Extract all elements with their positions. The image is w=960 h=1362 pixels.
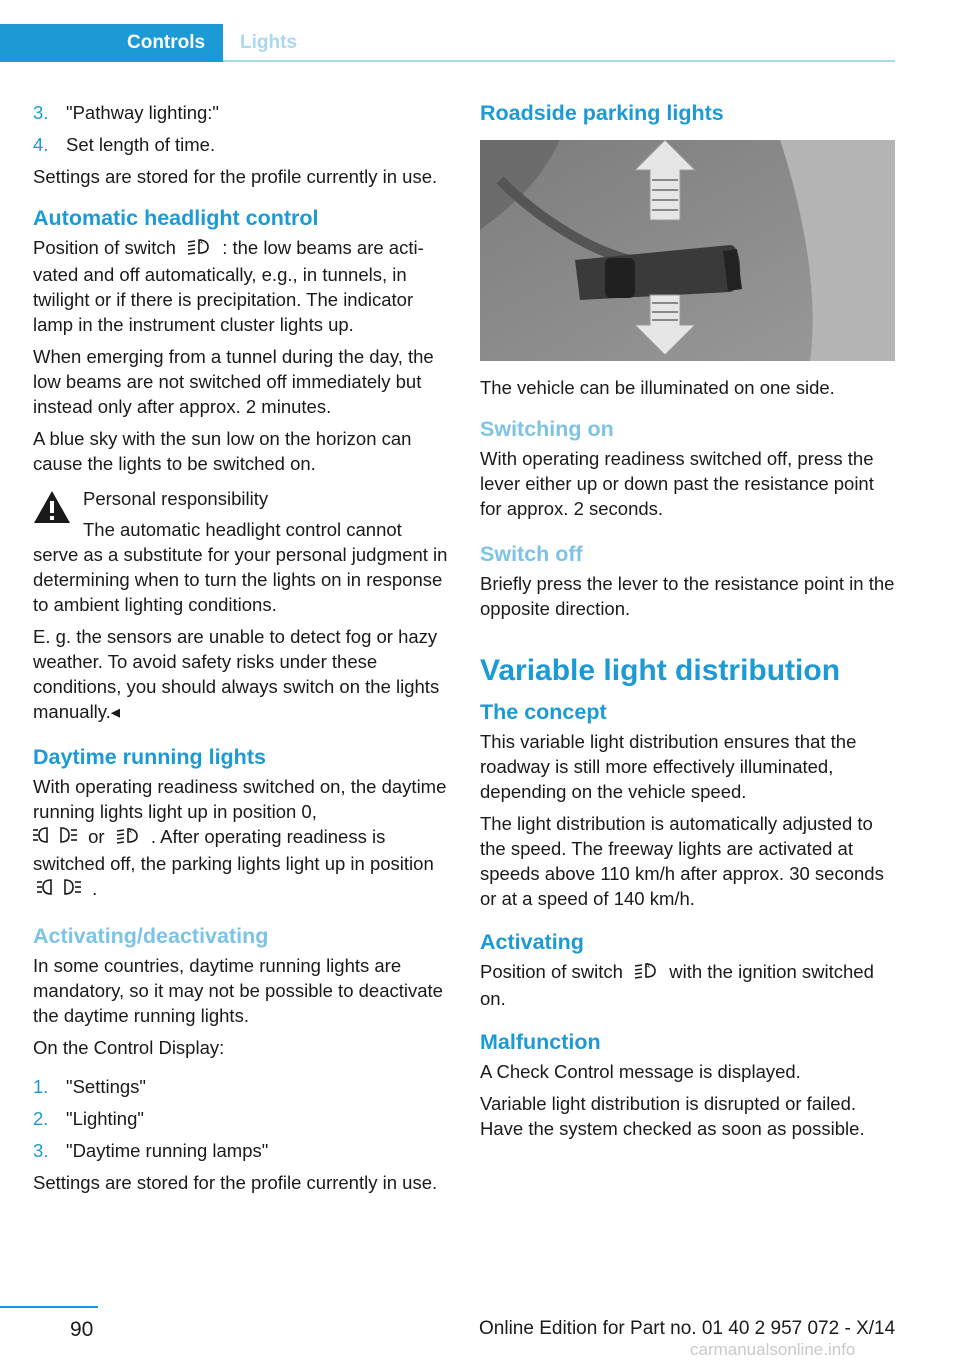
- heading-activating: Activating: [480, 930, 584, 954]
- warning-title: Personal responsibility: [83, 488, 269, 510]
- illuminate-paragraph: The vehicle can be illuminated on one side.: [480, 377, 835, 398]
- svg-text:A: A: [198, 239, 203, 247]
- list-item: [33, 100, 449, 125]
- heading-concept: The concept: [480, 700, 607, 724]
- auto-headlight-paragraph: Position of switch A : the low beams are activated and off automatically, e.g., in tunnels, in twilight or if there is precipitation. The indicator lamp in the instrument cluster lights up.: [33, 237, 424, 336]
- settings-paragraph: Settings are stored for the profile currently in use.: [33, 166, 438, 187]
- auto-headlight-icon: [632, 960, 660, 986]
- parking-light-icon: [37, 877, 83, 903]
- list-item: [33, 1138, 449, 1163]
- tunnel-paragraph: When emerging from a tunnel during the day, the low beams are not switched off immediately but instead only after approx. 2 minutes.: [33, 346, 434, 418]
- svg-text:A: A: [645, 963, 650, 971]
- concept-paragraph: This variable light distribution ensures that the roadway is still more effectively illuminated, depending on the vehicle speed.: [480, 731, 857, 802]
- list-text: "Settings": [66, 1076, 146, 1098]
- settings-paragraph: Settings are stored for the profile currently in use.: [33, 1172, 438, 1194]
- page-number: 90: [70, 1318, 94, 1341]
- list-item: [33, 1106, 449, 1131]
- auto-headlight-icon: [185, 236, 213, 262]
- switch-off-paragraph: Briefly press the lever to the resistance point in the opposite direction.: [480, 573, 895, 619]
- countries-paragraph: In some countries, daytime running lights are mandatory, so it may not be possible to deactivate the daytime running lights.: [33, 955, 443, 1027]
- heading-roadside-parking: Roadside parking lights: [480, 101, 724, 125]
- warning-body: serve as a substitute for your personal judgment in determining when to turn the lights on in response to ambient lighting conditions.: [33, 544, 448, 616]
- control-display-paragraph: On the Control Display:: [33, 1037, 225, 1059]
- parking-light-icon: [33, 825, 79, 851]
- warning-block: [33, 486, 449, 617]
- list-number: 3.: [33, 102, 49, 123]
- list-text: "Daytime running lamps": [66, 1140, 269, 1162]
- list-text: "Pathway lighting:": [66, 102, 219, 123]
- list-item: [33, 132, 449, 157]
- list-number: 4.: [33, 134, 49, 155]
- header-divider: [223, 60, 895, 62]
- daytime-paragraph: With operating readiness switched on, the daytime running lights light up in position 0, or A . After operating readiness is switched off, the parking lights light up in position .: [33, 774, 449, 903]
- heading-malfunction: Malfunction: [480, 1030, 601, 1055]
- speed-paragraph: The light distribution is automatically adjusted to the speed. The freeway lights are activated at speeds above 110 km/h after approx. 30 seconds or at a speed of 140 km/h.: [480, 813, 884, 909]
- list-number: 2.: [33, 1108, 49, 1130]
- heading-variable-light: Variable light distribution: [480, 654, 841, 687]
- list-text: Set length of time.: [66, 134, 216, 155]
- fog-paragraph: E. g. the sensors are unable to detect fog or hazy weather. To avoid safety risks under these conditions, you should always switch on the lights manually.◂: [33, 626, 440, 723]
- malfunction-paragraph-2: Variable light distribution is disrupted or failed. Have the system checked as soon as possible.: [480, 1093, 865, 1140]
- list-text: "Lighting": [66, 1108, 144, 1130]
- heading-daytime-running: Daytime running lights: [33, 745, 266, 770]
- heading-switch-off: Switch off: [480, 542, 583, 566]
- right-column: [480, 100, 896, 1148]
- heading-activating-deactivating: Activating/deactivating: [33, 924, 269, 949]
- footer-divider: [0, 1306, 98, 1308]
- svg-text:A: A: [126, 828, 132, 836]
- warning-line: The automatic headlight control cannot: [83, 519, 402, 541]
- left-column: [33, 100, 449, 1202]
- bluesky-paragraph: A blue sky with the sun low on the horizon can cause the lights to be switched on.: [33, 428, 412, 475]
- edition-text: Online Edition for Part no. 01 40 2 957 072 - X/14: [479, 1318, 896, 1339]
- watermark: carmanualsonline.info: [690, 1340, 856, 1359]
- section-tab: Controls: [0, 24, 223, 62]
- list-item: [33, 1074, 449, 1099]
- activating-paragraph: Position of switch A with the ignition switched on.: [480, 961, 874, 1010]
- heading-switching-on: Switching on: [480, 417, 614, 441]
- warning-triangle-icon: [33, 490, 71, 530]
- subsection-label: Lights: [240, 32, 297, 53]
- malfunction-paragraph: A Check Control message is displayed.: [480, 1061, 801, 1083]
- lever-photo: [480, 140, 895, 361]
- heading-automatic-headlight: Automatic headlight control: [33, 206, 319, 230]
- auto-headlight-icon: [114, 825, 142, 851]
- list-number: 1.: [33, 1076, 49, 1098]
- list-number: 3.: [33, 1140, 49, 1162]
- switching-on-paragraph: With operating readiness switched off, press the lever either up or down past the resistance point for approx. 2 seconds.: [480, 448, 874, 519]
- page-header: [0, 0, 960, 62]
